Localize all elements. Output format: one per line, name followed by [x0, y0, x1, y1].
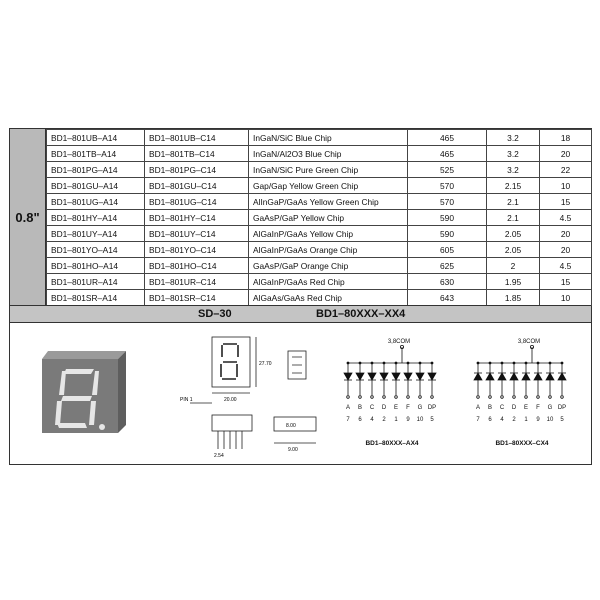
- spec-cell-iv: 18: [540, 130, 592, 146]
- spec-cell-wavelength: 643: [408, 290, 487, 306]
- dimension-drawing: [178, 331, 328, 459]
- segment-letter: C: [369, 405, 375, 411]
- display-top-face: [42, 351, 126, 359]
- diode-symbol: [558, 373, 566, 380]
- spec-table: [46, 129, 592, 306]
- spec-cell-vf: 1.85: [487, 290, 540, 306]
- spec-cell-chip: AlInGaP/GaAs Yellow Green Chip: [249, 194, 408, 210]
- spec-cell-cathode: BD1–801UY–C14: [145, 226, 249, 242]
- pin-terminal: [371, 396, 374, 399]
- segment-letter: F: [536, 405, 540, 411]
- spec-row: [47, 210, 592, 226]
- pin-number: 10: [546, 417, 554, 423]
- spec-cell-chip: AlGaInP/GaAs Orange Chip: [249, 242, 408, 258]
- segment-letter: DP: [427, 405, 437, 411]
- spec-cell-anode: BD1–801YO–A14: [47, 242, 145, 258]
- pin-number: 6: [488, 417, 492, 423]
- height-dim-text: 27.70: [259, 361, 272, 367]
- pin-terminal: [477, 396, 480, 399]
- diode-symbol: [522, 373, 530, 380]
- spec-row: [47, 258, 592, 274]
- diode-symbol: [510, 373, 518, 380]
- front-digit-outline: [221, 344, 238, 379]
- segment-letter: A: [345, 405, 351, 411]
- circuit-wires: [344, 345, 436, 398]
- pin-number: 6: [358, 417, 362, 423]
- spec-cell-wavelength: 625: [408, 258, 487, 274]
- spec-cell-chip: AlGaInP/GaAs Yellow Chip: [249, 226, 408, 242]
- pin-number: 1: [394, 417, 398, 423]
- spec-cell-chip: InGaN/Al2O3 Blue Chip: [249, 146, 408, 162]
- spec-row: [47, 178, 592, 194]
- pin-number: 4: [370, 417, 374, 423]
- spec-cell-wavelength: 570: [408, 194, 487, 210]
- spec-cell-chip: InGaN/SiC Pure Green Chip: [249, 162, 408, 178]
- spec-cell-vf: 3.2: [487, 146, 540, 162]
- spec-cell-vf: 2.1: [487, 210, 540, 226]
- junction-dot: [383, 362, 385, 364]
- spec-cell-iv: 20: [540, 242, 592, 258]
- diode-symbol: [428, 373, 436, 380]
- spec-cell-anode: BD1–801UB–A14: [47, 130, 145, 146]
- diode-symbol: [498, 373, 506, 380]
- pin-number: 9: [406, 417, 410, 423]
- circuit-common-anode: [342, 333, 454, 461]
- junction-dot: [407, 362, 409, 364]
- display-size-label: 0.8": [10, 129, 46, 305]
- spec-cell-vf: 2: [487, 258, 540, 274]
- spec-cell-anode: BD1–801HO–A14: [47, 258, 145, 274]
- junction-dot: [477, 362, 479, 364]
- spec-cell-anode: BD1–801TB–A14: [47, 146, 145, 162]
- segment-letter: A: [475, 405, 481, 411]
- pin-terminal: [513, 396, 516, 399]
- pin-number: 7: [476, 417, 480, 423]
- spec-cell-chip: GaAsP/GaP Orange Chip: [249, 258, 408, 274]
- diode-symbol: [474, 373, 482, 380]
- spec-row: [47, 226, 592, 242]
- spec-cell-cathode: BD1–801UG–C14: [145, 194, 249, 210]
- spec-cell-wavelength: 605: [408, 242, 487, 258]
- depth-dim-text: 9.00: [288, 447, 298, 453]
- pin-number: 9: [536, 417, 540, 423]
- spec-cell-iv: 10: [540, 178, 592, 194]
- junction-dot: [537, 362, 539, 364]
- spec-table-body: [47, 130, 592, 306]
- junction-dot: [419, 362, 421, 364]
- diode-symbol: [392, 373, 400, 380]
- pins-side: [218, 431, 242, 449]
- spec-cell-cathode: BD1–801HY–C14: [145, 210, 249, 226]
- spec-row: [47, 130, 592, 146]
- spec-cell-anode: BD1–801SR–A14: [47, 290, 145, 306]
- spec-cell-chip: Gap/Gap Yellow Green Chip: [249, 178, 408, 194]
- thickness-dim-text: 8.00: [286, 423, 296, 429]
- pin1-text: PIN 1: [180, 397, 193, 403]
- spec-cell-anode: BD1–801UR–A14: [47, 274, 145, 290]
- spec-cell-cathode: BD1–801PG–C14: [145, 162, 249, 178]
- pin-terminal: [359, 396, 362, 399]
- package-code: SD–30: [198, 308, 232, 320]
- spec-cell-wavelength: 465: [408, 130, 487, 146]
- pin-terminal: [383, 396, 386, 399]
- spec-cell-cathode: BD1–801HO–C14: [145, 258, 249, 274]
- spec-cell-anode: BD1–801GU–A14: [47, 178, 145, 194]
- segment-letter: G: [417, 405, 423, 411]
- pin-number: 10: [416, 417, 424, 423]
- spec-cell-chip: AlGaInP/GaAs Red Chip: [249, 274, 408, 290]
- spec-cell-wavelength: 590: [408, 210, 487, 226]
- spec-cell-iv: 15: [540, 194, 592, 210]
- spec-cell-anode: BD1–801UY–A14: [47, 226, 145, 242]
- side-outline: [212, 415, 252, 431]
- spec-cell-wavelength: 630: [408, 274, 487, 290]
- junction-dot: [395, 362, 397, 364]
- diode-symbol: [416, 373, 424, 380]
- spec-cell-cathode: BD1–801YO–C14: [145, 242, 249, 258]
- pin-number: 5: [560, 417, 564, 423]
- spec-row: [47, 194, 592, 210]
- pin-terminal: [537, 396, 540, 399]
- spec-cell-vf: 2.1: [487, 194, 540, 210]
- diode-symbol: [546, 373, 554, 380]
- spec-row: [47, 242, 592, 258]
- spec-cell-iv: 22: [540, 162, 592, 178]
- datasheet-panel: [9, 128, 592, 465]
- spec-cell-vf: 3.2: [487, 162, 540, 178]
- segment-g: [61, 396, 92, 401]
- pin-terminal: [525, 396, 528, 399]
- segment-letter: F: [406, 405, 410, 411]
- spec-cell-iv: 15: [540, 274, 592, 290]
- spec-cell-cathode: BD1–801UB–C14: [145, 130, 249, 146]
- diode-symbol: [344, 373, 352, 380]
- diode-symbol: [534, 373, 542, 380]
- spec-cell-anode: BD1–801HY–A14: [47, 210, 145, 226]
- spec-row: [47, 162, 592, 178]
- pin-terminal: [549, 396, 552, 399]
- circuit-caption: BD1–80XXX–CX4: [495, 440, 549, 447]
- spec-cell-iv: 4.5: [540, 258, 592, 274]
- display-side-face: [118, 351, 126, 433]
- pin-number: 5: [430, 417, 434, 423]
- spec-cell-wavelength: 465: [408, 146, 487, 162]
- segment-letter: D: [381, 405, 387, 411]
- junction-dot: [549, 362, 551, 364]
- segment-letter: G: [547, 405, 553, 411]
- spec-cell-cathode: BD1–801UR–C14: [145, 274, 249, 290]
- segment-letter: B: [357, 405, 363, 411]
- spec-cell-cathode: BD1–801SR–C14: [145, 290, 249, 306]
- pin-terminal: [501, 396, 504, 399]
- segment-letter: C: [499, 405, 505, 411]
- display-photo: [34, 343, 138, 443]
- circuit-caption: BD1–80XXX–AX4: [365, 440, 419, 447]
- junction-dot: [525, 362, 527, 364]
- spec-cell-wavelength: 570: [408, 178, 487, 194]
- segment-letter: E: [523, 405, 529, 411]
- spec-cell-chip: AlGaAs/GaAs Red Chip: [249, 290, 408, 306]
- spec-cell-chip: GaAsP/GaP Yellow Chip: [249, 210, 408, 226]
- pin-terminal: [561, 396, 564, 399]
- pin-number: 7: [346, 417, 350, 423]
- spec-cell-wavelength: 590: [408, 226, 487, 242]
- junction-dot: [347, 362, 349, 364]
- segment-letter: D: [511, 405, 517, 411]
- segment-a: [64, 369, 94, 374]
- series-band: [10, 305, 591, 323]
- spec-cell-vf: 2.05: [487, 242, 540, 258]
- spec-cell-anode: BD1–801UG–A14: [47, 194, 145, 210]
- diode-symbol: [380, 373, 388, 380]
- pin-terminal: [419, 396, 422, 399]
- junction-dot: [513, 362, 515, 364]
- circuit-common-cathode: [472, 333, 584, 461]
- pin-terminal: [489, 396, 492, 399]
- diagram-area: [10, 323, 591, 465]
- junction-dot: [501, 362, 503, 364]
- spec-cell-cathode: BD1–801TB–C14: [145, 146, 249, 162]
- segment-letter: E: [393, 405, 399, 411]
- junction-dot: [489, 362, 491, 364]
- pin-view-digit: [292, 357, 302, 373]
- segment-letter: DP: [557, 405, 567, 411]
- spec-cell-vf: 3.2: [487, 130, 540, 146]
- spec-row: [47, 274, 592, 290]
- junction-dot: [431, 362, 433, 364]
- diode-symbol: [356, 373, 364, 380]
- spec-cell-vf: 1.95: [487, 274, 540, 290]
- pin-number: 1: [524, 417, 528, 423]
- segment-d: [57, 423, 87, 428]
- pin-terminal: [431, 396, 434, 399]
- pin-terminal: [347, 396, 350, 399]
- spec-cell-cathode: BD1–801GU–C14: [145, 178, 249, 194]
- diode-symbol: [368, 373, 376, 380]
- spec-cell-vf: 2.15: [487, 178, 540, 194]
- pitch-dim-text: 2.54: [214, 453, 224, 459]
- diode-symbol: [486, 373, 494, 380]
- width-dim-text: 20.00: [224, 397, 237, 403]
- spec-cell-iv: 20: [540, 226, 592, 242]
- pin-number: 2: [512, 417, 516, 423]
- spec-cell-iv: 10: [540, 290, 592, 306]
- com-label: 3,8COM: [387, 339, 411, 345]
- series-code: BD1–80XXX–XX4: [316, 308, 406, 320]
- circuit-wires: [474, 345, 566, 398]
- spec-cell-iv: 4.5: [540, 210, 592, 226]
- pin-terminal: [407, 396, 410, 399]
- spec-cell-anode: BD1–801PG–A14: [47, 162, 145, 178]
- diode-symbol: [404, 373, 412, 380]
- segment-letter: B: [487, 405, 493, 411]
- spec-cell-vf: 2.05: [487, 226, 540, 242]
- pin-terminal: [395, 396, 398, 399]
- spec-cell-iv: 20: [540, 146, 592, 162]
- spec-cell-wavelength: 525: [408, 162, 487, 178]
- spec-row: [47, 290, 592, 306]
- spec-cell-chip: InGaN/SiC Blue Chip: [249, 130, 408, 146]
- pin-number: 2: [382, 417, 386, 423]
- segment-dp: [99, 424, 105, 430]
- com-label: 3,8COM: [517, 339, 541, 345]
- junction-dot: [359, 362, 361, 364]
- spec-row: [47, 146, 592, 162]
- pin-number: 4: [500, 417, 504, 423]
- junction-dot: [371, 362, 373, 364]
- junction-dot: [561, 362, 563, 364]
